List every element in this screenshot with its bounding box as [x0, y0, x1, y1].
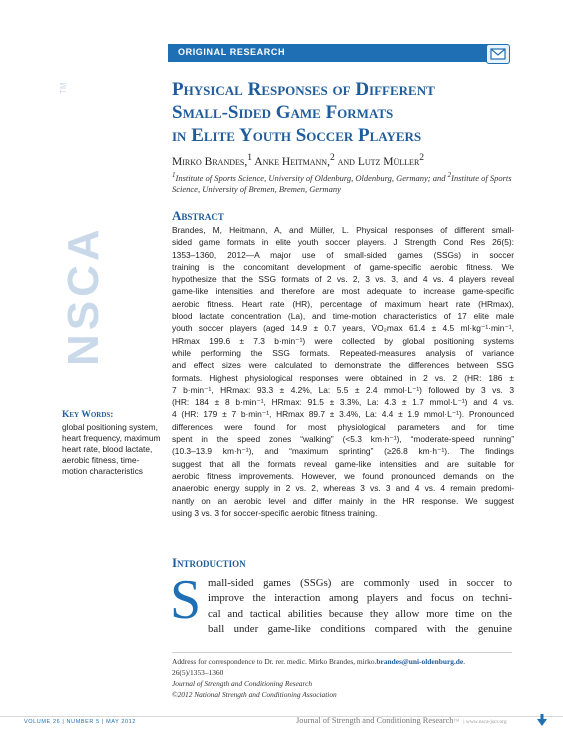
drop-cap: S: [170, 569, 202, 631]
correspondence-address: [172, 656, 465, 667]
author-name: Anke Heitmann,: [254, 155, 330, 168]
abstract-line: blood lactate concentration (La), and time-motion characteristics of 17 elite male: [172, 311, 514, 322]
keywords-line: aerobic fitness, time-: [62, 455, 140, 465]
footer-url: | www.nsca-jscr.org: [463, 719, 507, 725]
keywords-line: global positioning system,: [62, 422, 158, 432]
intro-line: mall-sided games (SSGs) are commonly used in soccer to: [208, 577, 512, 589]
abstract-line: training is the concomitant development of game-specific aerobic fitness. We: [172, 261, 514, 272]
section-label-bar: [168, 44, 506, 62]
section-label: ORIGINAL RESEARCH: [178, 47, 286, 57]
affil-marker: 1: [172, 171, 176, 179]
author-email-link[interactable]: brandes@uni-oldenburg.de: [376, 657, 464, 666]
title-line: in Elite Youth Soccer Players: [172, 125, 422, 146]
abstract-line: while performing the SSG formats. Repeated-measures analysis of variance: [172, 347, 514, 358]
footer-journal-name: Journal of Strength and Conditioning Research: [296, 716, 454, 725]
affil-text: Institute of Sports Science, University of Oldenburg, Oldenburg, Germany; and: [175, 172, 448, 183]
intro-line: improve the interaction among players and focus on techni-: [208, 592, 512, 605]
abstract-line: suggest that all the formats reveal game-like intensities and are suitable for: [172, 458, 514, 469]
abstract-line: sided game formats in elite youth soccer players. J Strength Cond Res 26(5):: [172, 237, 514, 248]
next-page-button[interactable]: [537, 714, 547, 726]
nsca-logo-tm: TM: [59, 82, 68, 94]
envelope-icon: [487, 45, 509, 63]
abstract-line: nantly on an aerobic level and differ mainly in the HR response. We suggest: [172, 495, 514, 506]
abstract-body: [172, 224, 514, 519]
abstract-line: anaerobic energy supply in 2 vs. 2, whereas 3 vs. 3 and 4 vs. 4 remain predomi-: [172, 483, 514, 494]
keywords-line: heart rate, blood lactate,: [62, 444, 153, 454]
journal-name: Journal of Strength and Conditioning Research: [172, 679, 313, 688]
nsca-logo: [59, 36, 108, 396]
abstract-line: HRmax 199.6 ± 7.3 b·min⁻¹) were collected by global positioning systems: [172, 335, 514, 346]
abstract-line: (10.3–13.9 km·h⁻¹), and “maximum sprinting” (≥26.8 km·h⁻¹). The findings: [172, 446, 514, 457]
arrow-down-icon: [537, 714, 547, 726]
abstract-line: Brandes, M, Heitmann, A, and Müller, L. Physical responses of different small-: [172, 225, 514, 235]
author-list: [172, 152, 424, 168]
article-title: [172, 78, 512, 147]
affiliations: [172, 170, 512, 195]
abstract-heading: Abstract: [172, 208, 224, 223]
author-affil-marker: 1: [247, 152, 253, 163]
abstract-line: game-like intensities and therefore are most adequate to increase game-specific: [172, 286, 514, 297]
affil-marker: 2: [447, 171, 452, 179]
author-affil-marker: 2: [419, 152, 425, 163]
abstract-line: aerobic fitness improvements. However, we found pronounced demands on the: [172, 470, 514, 481]
footer-journal: [296, 716, 507, 725]
title-line: Physical Responses of Different: [172, 79, 435, 100]
abstract-line: aerobic fitness. Heart rate (HR), percentage of maximum heart rate (HRmax),: [172, 298, 514, 309]
abstract-line: youth soccer players (aged 14.9 ± 0.7 years, V̇O₂max 61.4 ± 4.5 ml·kg⁻¹·min⁻¹,: [172, 323, 514, 334]
footer-trademark: ™: [453, 719, 460, 725]
author-name: and Lutz Müller: [337, 155, 420, 168]
nsca-logo-text: NSCA: [59, 225, 108, 366]
abstract-line: (HR: 184 ± 8 b·min⁻¹, HRmax: 91.5 ± 3.3%, La: 4.3 ± 1.7 mmol·L⁻¹) and 4 vs.: [172, 397, 514, 408]
intro-line: cal and tactical abilities because they allow more time on the: [208, 607, 512, 620]
introduction-body: [208, 576, 512, 638]
footnote-divider: [172, 652, 512, 653]
abstract-line: using 3 vs. 3 for soccer-specific aerobic fitness training.: [172, 507, 378, 518]
abstract-line: hypothesize that the SSG formats of 2 vs. 2, 3 vs. 3, and 4 vs. 4 players reveal: [172, 274, 514, 285]
keywords-line: motion characteristics: [62, 466, 143, 476]
correspondence-suffix: .: [463, 657, 466, 666]
author-name: Mirko Brandes,: [172, 155, 248, 168]
correspondence-block: [172, 656, 465, 700]
abstract-line: 1353–1360, 2012—A major use of small-sided games (SSGs) in soccer: [172, 249, 514, 260]
issue-info: VOLUME 26 | NUMBER 5 | MAY 2012: [24, 719, 137, 725]
intro-line: ball under game-like conditions compared with the genuine: [208, 623, 512, 636]
correspondence-prefix: Address for correspondence to Dr. rer. medic. Mirko Brandes, mirko.: [172, 657, 377, 666]
abstract-line: and effect sizes were calculated to demonstrate the differences between SSG: [172, 360, 514, 371]
abstract-line: 7 b·min⁻¹, HRmax: 93.3 ± 4.2%, La: 5.5 ± 2.4 mmol·L⁻¹) followed by 3 vs. 3: [172, 384, 514, 395]
introduction-heading: Introduction: [172, 555, 246, 570]
keywords-heading: Key Words:: [62, 410, 114, 420]
affil-text: Institute of Sports Science, University of Bremen, Bremen, Germany: [172, 172, 512, 194]
copyright-notice: ©2012 National Strength and Conditioning Association: [172, 690, 337, 699]
email-article-button[interactable]: [486, 44, 510, 64]
abstract-line: 4 (HR: 179 ± 7 b·min⁻¹, HRmax 89.7 ± 3.4%, La: 4.4 ± 1.9 mmol·L⁻¹). Pronounced: [172, 409, 514, 420]
abstract-line: differences were found for most physiological parameters and for time: [172, 421, 514, 432]
title-line: Small-Sided Game Formats: [172, 102, 394, 123]
abstract-line: formats. Highest physiological responses were obtained in 2 vs. 2 (HR: 186 ±: [172, 372, 514, 383]
citation-pages: 26(5)/1353–1360: [172, 668, 224, 677]
keywords-line: heart frequency, maximum: [62, 433, 161, 443]
keywords-list: [62, 422, 162, 477]
author-affil-marker: 2: [329, 152, 335, 163]
abstract-line: spent in the speed zones “walking” (<5.3 km·h⁻¹), “moderate-speed running”: [172, 434, 514, 445]
